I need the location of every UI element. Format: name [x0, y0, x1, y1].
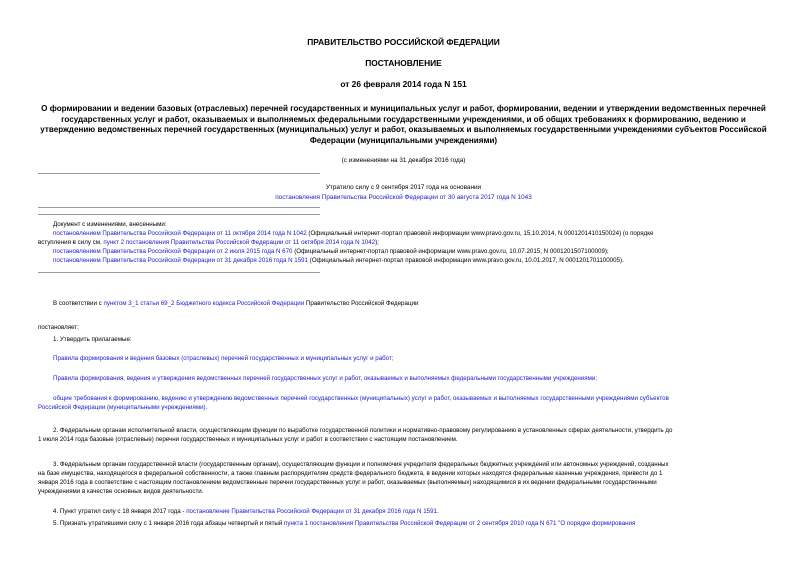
paragraph-5 [53, 520, 635, 529]
change-text: ); [375, 239, 379, 246]
p4-text: 4. Пункт утратил силу с 18 января 2017 года - [53, 508, 187, 515]
change-details: (Официальный интернет-портал правовой информации www.pravo.gov.ru, 15.10.2014, N 0001201410150024) (о порядке [306, 230, 654, 237]
basis-text: В соответствии с [53, 300, 104, 307]
rules-link[interactable]: Правила формирования и ведения базовых (отраслевых) перечней государственных и муниципальных услуг и работ; [53, 355, 394, 362]
change-details: (Официальный интернет-портал правовой информации www.pravo.gov.ru, 10.01.2017, N 0001201701100005). [308, 257, 624, 264]
expired-basis-link[interactable]: постановления Правительства Российской Федерации от 30 августа 2017 года N 1043 [275, 194, 532, 201]
paragraph-3-cont: января 2016 года в соответствие с настоящим постановлением ведомственные перечни государственных услуг и работ, оказываемых (выполняемых) находящимися в их ведении федеральными государственными [38, 479, 657, 486]
basis-link[interactable]: пунктом 3_1 статьи 69_2 Бюджетного кодекса Российской Федерации [103, 300, 305, 307]
paragraph-2: 2. Федеральным органам исполнительной власти, осуществляющим функции по выработке государственной политики и нормативно-правовому регулированию в установленных сферах деятельности, утвердить до [53, 427, 673, 434]
divider-line [38, 214, 320, 215]
decrees-word: постановляет: [38, 324, 79, 331]
divider-line [38, 272, 320, 273]
paragraph-3: 3. Федеральным органам государственной власти (государственным органам), осуществляющим функции и полномочия учредителя федеральных бюджетных учреждений или автономных учреждений, созданных [53, 461, 669, 468]
paragraph-4 [53, 508, 439, 517]
change-link[interactable]: постановлением Правительства Российской Федерации от 2 июля 2015 года N 670 [53, 248, 293, 255]
rules-link[interactable]: Правила формирования, ведения и утверждения ведомственных перечней государственных услуг и работ, оказываемых и выполняемых федеральными государственными учреждениями; [53, 375, 598, 382]
document-heading: О формировании и ведении базовых (отраслевых) перечней государственных и муниципальных услуг и работ, формировании, ведении и утверждении ведомственных перечней государственных услуг и работ, оказываемых и выполняемых федеральными государственными учреждениями, и об общих требованиях к формированию, ведению и утверждению ведомственных перечней государственных (муниципальных) услуг и работ, оказываемых и выполняемых государственными учреждениями субъектов Российской Федерации (муниципальными учреждениями) [40, 104, 767, 145]
paragraph-3-cont: учреждениями в качестве основных видов деятельности. [38, 488, 204, 495]
expired-note: Утратило силу с 9 сентября 2017 года на основании [325, 184, 482, 191]
document-type: ПОСТАНОВЛЕНИЕ [365, 58, 442, 68]
change-item [53, 230, 773, 239]
change-link[interactable]: постановлением Правительства Российской Федерации от 31 декабря 2016 года N 1591 [53, 257, 309, 264]
p4-link[interactable]: постановление Правительства Российской Федерации от 31 декабря 2016 года N 1591 [186, 508, 437, 515]
paragraph-3-cont: на базе имущества, находящегося в федеральной собственности, а также главным распорядителям средств федерального бюджета, в ведении которых находятся федеральные казенные учреждения, привести до 1 [38, 470, 663, 477]
change-item [53, 257, 624, 266]
change-item-continued [38, 239, 379, 248]
change-link[interactable]: постановлением Правительства Российской Федерации от 11 октября 2014 года N 1042 [53, 230, 307, 237]
changes-heading: Документ с изменениями, внесенными: [53, 221, 167, 228]
legal-basis [53, 300, 418, 309]
requirements-link[interactable]: общие требования к формированию, ведению и утверждению ведомственных перечней государственных (муниципальных) услуг и работ, оказываемых и выполняемых государственными учреждениями субъектов [53, 395, 669, 402]
change-text: вступления в силу см. [38, 239, 104, 246]
p4-text: . [437, 508, 439, 515]
date-number: от 26 февраля 2014 года N 151 [340, 79, 467, 89]
p5-link[interactable]: пункта 1 постановления Правительства Российской Федерации от 2 сентября 2010 года N 671 "О порядке формирования [284, 520, 636, 527]
basis-text: Правительство Российской Федерации [304, 300, 419, 307]
p5-text: 5. Признать утратившими силу с 1 января 2016 года абзацы четвертый и пятый [53, 520, 285, 527]
amendments-note: (с изменениями на 31 декабря 2016 года) [341, 157, 466, 164]
change-details: (Официальный интернет-портал правовой информации www.pravo.gov.ru, 10.07.2015, N 0001201507100009); [292, 248, 609, 255]
paragraph-2-cont: 1 июля 2014 года базовые (отраслевые) перечни государственных и муниципальных услуг и работ в соответствии с настоящим постановлением. [38, 436, 458, 443]
issuer-title: ПРАВИТЕЛЬСТВО РОССИЙСКОЙ ФЕДЕРАЦИИ [307, 37, 500, 47]
paragraph-1: 1. Утвердить прилагаемые: [53, 336, 132, 343]
divider-line [38, 173, 320, 174]
change-link[interactable]: пункт 2 постановления Правительства Российской Федерации от 11 октября 2014 года N 1042 [103, 239, 376, 246]
divider-line [38, 207, 320, 208]
change-item [53, 248, 609, 257]
requirements-link[interactable]: Российской Федерации (муниципальными учреждениями). [38, 404, 208, 411]
